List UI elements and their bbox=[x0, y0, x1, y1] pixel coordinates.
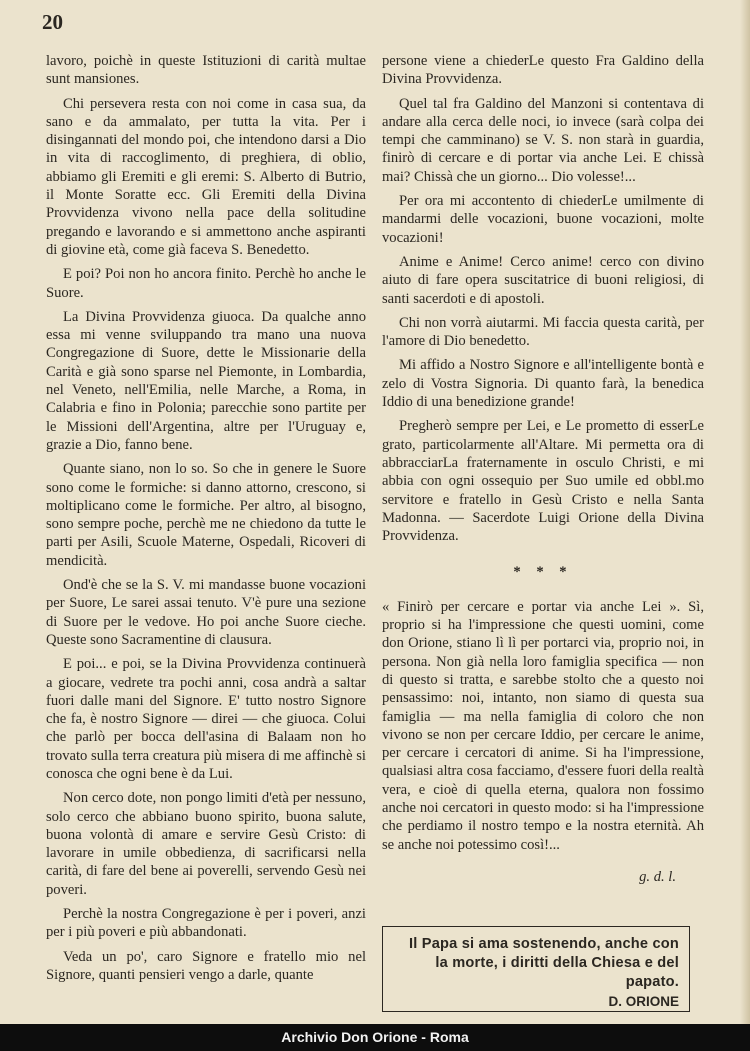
right-column-paragraph: Quel tal fra Galdino del Manzoni si contentava di andare alla cerca delle noci, io invece (sarà colpa dei tempi che camminano) se V. S. non starà in guardia, finirò di cercare e di portar via anche Lei. E chissà mai? Chissà che un giorno... Dio volesse!... bbox=[382, 95, 704, 185]
left-column-paragraph: Non cerco dote, non pongo limiti d'età per nessuno, solo cerco che abbiano buono spirito, buona salute, buona volontà di amare e servire Gesù Cristo: di lavorare in umile obbedienza, di sacrificarsi nella carità, di fare del bene ai poverelli, servendo Gesù nei poveri. bbox=[46, 790, 366, 898]
archive-footer: Archivio Don Orione - Roma bbox=[0, 1024, 750, 1051]
page-number: 20 bbox=[42, 10, 63, 34]
left-column-paragraph: lavoro, poichè in queste Istituzioni di carità multae sunt mansiones. bbox=[46, 53, 366, 88]
left-column-paragraph: Quante siano, non lo so. So che in genere le Suore sono come le formiche: si danno attorno, crescono, si moltiplicano come le formiche. Per altro, al bisogno, sono sempre poche, perchè me ne chiedono da tutte le parti per Asili, Scuole Materne, Ospedali, Ricoveri di mendicità. bbox=[46, 461, 366, 569]
right-column-letter bbox=[382, 52, 704, 545]
right-column-paragraph: Per ora mi accontento di chiederLe umilmente di mandarmi delle vocazioni, buone vocazioni, molte vocazioni! bbox=[382, 193, 704, 246]
left-column-paragraph: E poi? Poi non ho ancora finito. Perchè ho anche le Suore. bbox=[46, 266, 366, 301]
right-column-paragraph: Chi non vorrà aiutarmi. Mi faccia questa carità, per l'amore di Dio benedetto. bbox=[382, 314, 704, 350]
right-column-paragraph: persone viene a chiederLe questo Fra Galdino della Divina Provvidenza. bbox=[382, 53, 704, 88]
right-column-commentary bbox=[382, 598, 704, 854]
page-edge-shadow bbox=[740, 0, 750, 1024]
left-column-paragraph: Ond'è che se la S. V. mi mandasse buone vocazioni per Suore, Le sarei assai tenuto. V'è pure una sezione di Suore per le vedove. Ho poi anche Suore cieche. Queste sono Sacramentine di clausura. bbox=[46, 577, 366, 648]
right-column-paragraph: Pregherò sempre per Lei, e Le prometto di esserLe grato, particolarmente all'Altare. Mi permetta ora di abbracciarLa fraternamente in osculo Christi, e mi abbia con ogni ossequio per Suo umile ed obbl.mo servitore e fratello in Gesù Cristo e nella Santa Madonna. — Sacerdote Luigi Orione della Divina Provvidenza. bbox=[382, 418, 704, 545]
right-column-paragraph: Anime e Anime! Cerco anime! cerco con divino aiuto di fare opera suscitatrice di buoni religiosi, di santi sacerdoti e di apostoli. bbox=[382, 253, 704, 307]
section-separator: * * * bbox=[513, 564, 573, 581]
quote-text: Il Papa si ama sostenendo, anche con la morte, i diritti della Chiesa e del papato. bbox=[409, 936, 679, 990]
left-column bbox=[46, 52, 366, 990]
commentary-paragraph: « Finirò per cercare e portar via anche Lei ». Sì, proprio si ha l'impressione che questi uomini, come don Orione, stiano lì lì per portarci via, proprio noi, in persona. Non già nella loro famiglia specifica — non di questo si tratta, e sarebbe stolto che a questo noi pensassimo: noi, intanto, non siamo di questa sua famiglia — ma nella famiglia di coloro che non vivono se non per cercare Iddio, per cercare le anime, per cercare i cercatori di anime. Si ha l'impressione, qualsiasi altra cosa facciamo, d'essere fuori della realtà vera, e cioè di quella eterna, qualora non fossimo anche noi cercatori in questo modo: si ha l'impressione che perdiamo il nostro tempo e la nostra eternità. Ah se anche noi potessimo così!... bbox=[382, 598, 704, 853]
right-column bbox=[382, 52, 704, 886]
quote-box bbox=[382, 926, 690, 1012]
quote-signature: D. ORIONE bbox=[608, 994, 679, 1009]
left-column-paragraph: E poi... e poi, se la Divina Provvidenza continuerà a giocare, vedrete tra pochi anni, cosa andrà a saltar fuori dalle mani del Signore. E' tutto nostro Signore che fa, è nostro Signore — direi — che giuoca. Colui che parlò per bocca dell'asina di Balaam non ho trovato sulla terra creatura più misera di me affinchè si conosca che ogni bene è da Lui. bbox=[46, 656, 366, 782]
left-column-paragraph: Veda un po', caro Signore e fratello mio nel Signore, quanti pensieri vengo a darle, quante bbox=[46, 948, 366, 983]
author-initials: g. d. l. bbox=[639, 868, 676, 885]
left-column-paragraph: Perchè la nostra Congregazione è per i poveri, anzi per i più poveri e più abbandonati. bbox=[46, 906, 366, 941]
left-column-paragraph: Chi persevera resta con noi come in casa sua, da sano e da ammalato, per tutta la vita. Per i disingannati del mondo poi, che intendono darsi a Dio in vita di raccoglimento, di preghiera, di oblio, abbiamo gli Eremiti e gli eremi: S. Alberto di Butrio, il Monte Soratte ecc. Gli Eremiti della Divina Provvidenza vivono nella pace della solitudine pregando e lavorando e si ammettono anche aspiranti di giovine età, come già faceva S. Benedetto. bbox=[46, 95, 366, 258]
right-column-paragraph: Mi affido a Nostro Signore e all'intelligente bontà e zelo di Vostra Signoria. Di quanto farà, la benedica Iddio di una benedizione grande! bbox=[382, 357, 704, 411]
left-column-paragraph: La Divina Provvidenza giuoca. Da qualche anno essa mi venne sviluppando tra mano una nuova Congregazione di Suore, dette le Missionarie della Carità e già sono sparse nel Piemonte, in Lombardia, nel Veneto, nell'Emilia, nelle Marche, a Roma, in Calabria e fino in Polonia; parecchie sono partite per le Missioni dell'Argentina, altre per l'Uruguay e, grazie a Dio, fanno bene. bbox=[46, 308, 366, 453]
